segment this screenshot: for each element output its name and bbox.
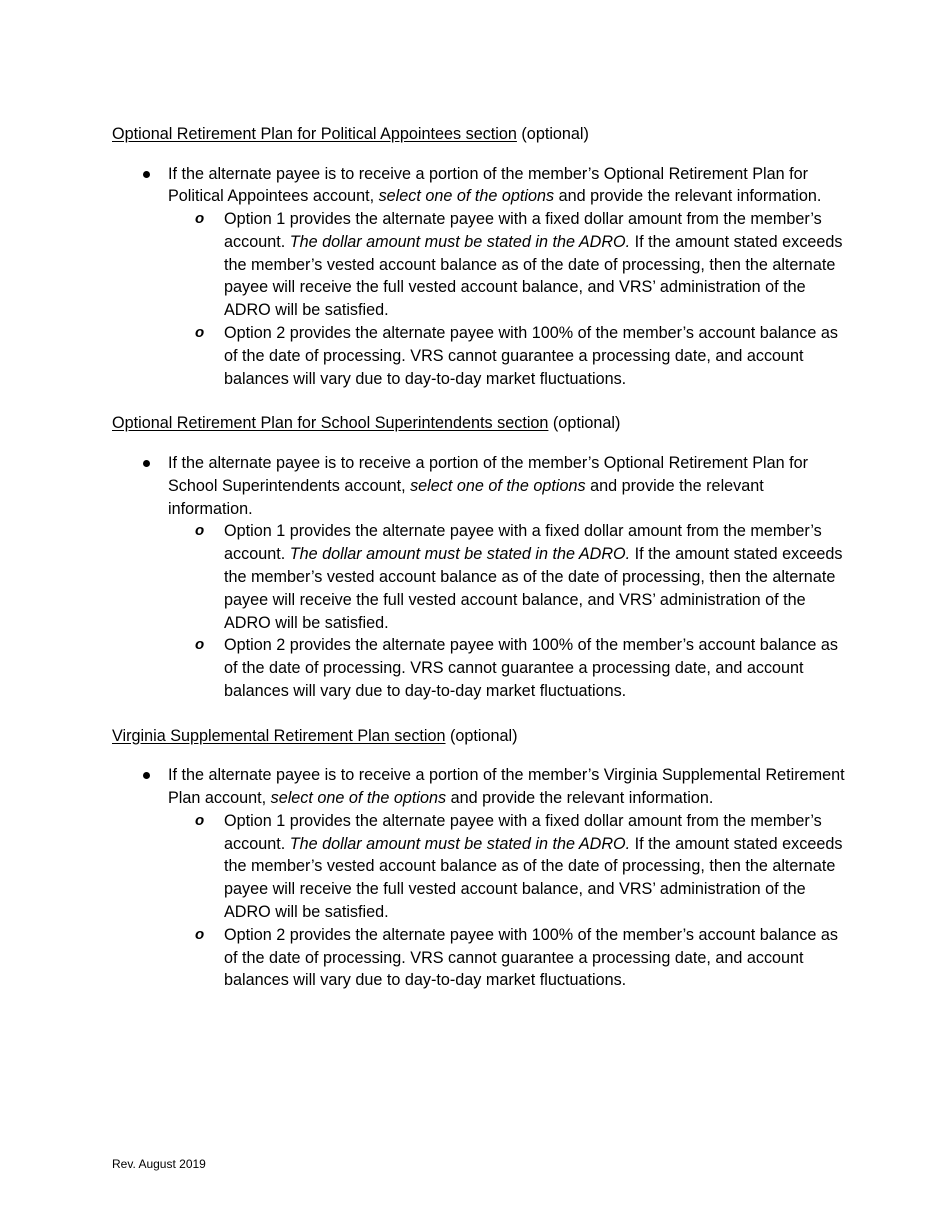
sub-bullet-icon: o — [195, 324, 205, 342]
option-item — [168, 634, 852, 702]
sub-bullet-icon: o — [195, 636, 205, 654]
section-heading-title: Optional Retirement Plan for Political Appointees section — [112, 125, 517, 143]
bullet-text-part: If the alternate payee is to receive a portion of the member’s Virginia Supplemental Retirement Plan account, — [168, 766, 845, 808]
sub-bullet-icon: o — [195, 522, 205, 540]
section-political-appointees — [112, 123, 852, 390]
option-item — [168, 322, 852, 390]
options-list — [168, 208, 852, 390]
bullet-text-part: and provide the relevant information. — [446, 789, 714, 808]
revision-footer: Rev. August 2019 — [112, 1157, 206, 1171]
bullet-icon — [143, 171, 150, 178]
bullet-text — [168, 764, 852, 810]
sub-bullet-icon: o — [195, 811, 205, 829]
option-text: Option 2 provides the alternate payee with 100% of the member’s account balance as of the date of processing. VRS cannot guarantee a processing date, and account balances will vary due to day-to-day market fluctuations. — [224, 925, 839, 990]
option-item — [168, 520, 852, 634]
section-heading-title: Optional Retirement Plan for School Superintendents section — [112, 414, 549, 433]
bullet-text-part: If the alternate payee is to receive a portion of the member’s Optional Retirement Plan for Political Appointees account, — [168, 164, 809, 206]
list-item — [112, 163, 852, 391]
option-text: Option 2 provides the alternate payee with 100% of the member’s account balance as of the date of processing. VRS cannot guarantee a processing date, and account balances will vary due to day-to-day market fluctuations. — [224, 324, 839, 388]
option-text: Option 1 provides the alternate payee with a fixed dollar amount from the member’s account. — [224, 811, 822, 853]
bullet-text-emphasis: select one of the options — [270, 789, 447, 808]
bullet-text — [168, 452, 852, 520]
section-heading-suffix: (optional) — [516, 125, 589, 143]
options-list — [168, 810, 852, 992]
list-item — [112, 452, 852, 703]
bullet-text-part: and provide the relevant information. — [168, 476, 764, 518]
option-text-emphasis: The dollar amount must be stated in the ADRO. — [289, 834, 631, 853]
document-body — [112, 123, 852, 992]
option-text-emphasis: The dollar amount must be stated in the ADRO. — [289, 545, 631, 564]
option-text: If the amount stated exceeds the member’s vested account balance as of the date of processing, then the alternate payee will receive the full vested account balance, and VRS’ administration of the ADRO will be satisfied. — [224, 545, 843, 632]
section-heading-title: Virginia Supplemental Retirement Plan section — [112, 726, 446, 745]
option-text: If the amount stated exceeds the member’s vested account balance as of the date of processing, then the alternate payee will receive the full vested account balance, and VRS’ administration of the ADRO will be satisfied. — [224, 232, 843, 320]
bullet-text-emphasis: select one of the options — [410, 476, 586, 495]
option-text: Option 1 provides the alternate payee with a fixed dollar amount from the member’s account. — [224, 522, 822, 564]
option-item — [168, 208, 852, 322]
bullet-icon — [143, 772, 150, 779]
bullet-text-part: If the alternate payee is to receive a portion of the member’s Optional Retirement Plan for School Superintendents account, — [168, 453, 809, 495]
list-item — [112, 764, 852, 992]
bullet-text-emphasis: select one of the options — [378, 187, 555, 206]
option-item — [168, 924, 852, 992]
section-virginia-supplemental — [112, 725, 852, 992]
section-school-superintendents — [112, 412, 852, 702]
section-heading — [112, 123, 852, 146]
option-text: Option 2 provides the alternate payee with 100% of the member’s account balance as of the date of processing. VRS cannot guarantee a processing date, and account balances will vary due to day-to-day market fluctuations. — [224, 636, 839, 700]
bullet-text — [168, 163, 852, 209]
sub-bullet-icon: o — [195, 210, 205, 228]
section-heading-suffix: (optional) — [445, 726, 518, 745]
section-heading-suffix: (optional) — [548, 414, 621, 433]
options-list — [168, 520, 852, 702]
section-heading — [112, 725, 852, 748]
bullet-text-part: and provide the relevant information. — [554, 187, 822, 206]
bullet-icon — [143, 460, 150, 467]
option-text: Option 1 provides the alternate payee with a fixed dollar amount from the member’s account. — [224, 210, 822, 251]
section-heading — [112, 412, 852, 435]
sub-bullet-icon: o — [195, 925, 205, 943]
option-item — [168, 810, 852, 924]
option-text: If the amount stated exceeds the member’s vested account balance as of the date of processing, then the alternate payee will receive the full vested account balance, and VRS’ administration of the ADRO will be satisfied. — [224, 834, 843, 922]
option-text-emphasis: The dollar amount must be stated in the ADRO. — [289, 232, 631, 251]
